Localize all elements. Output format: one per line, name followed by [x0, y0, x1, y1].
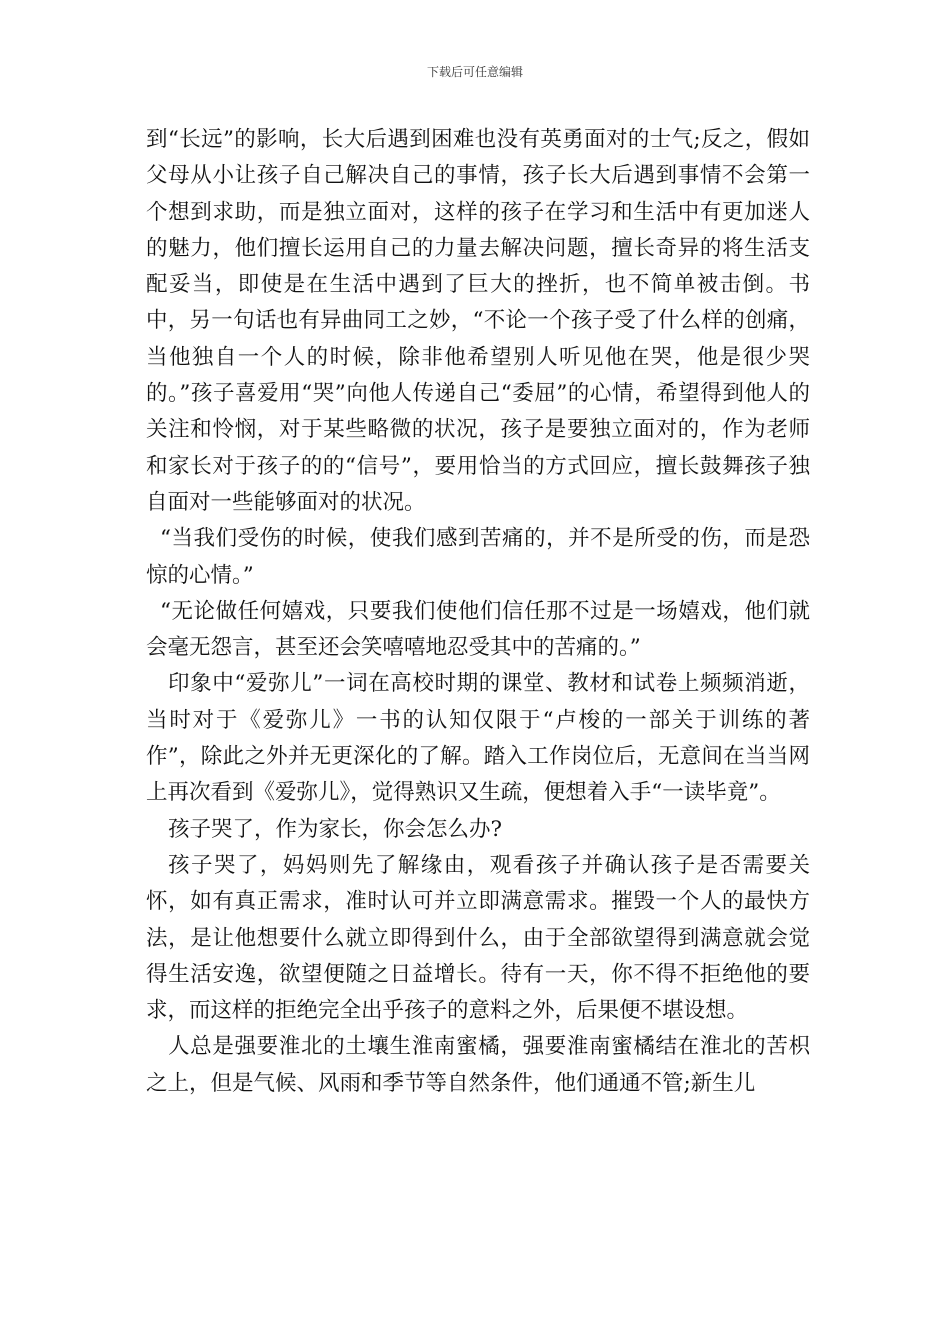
document-body	[146, 122, 810, 1102]
page-header: 下载后可任意编辑	[426, 65, 523, 79]
paragraph-2: “当我们受伤的时候，使我们感到苦痛的，并不是所受的伤，而是恐惊的心情。”	[146, 526, 810, 588]
paragraph-7: 人总是强要淮北的土壤生淮南蜜橘，强要淮南蜜橘结在淮北的苦枳之上，但是气候、风雨和季节等自然条件，他们通通不管;新生儿	[146, 1034, 810, 1096]
paragraph-3: “无论做任何嬉戏，只要我们使他们信任那不过是一场嬉戏，他们就会毫无怨言，甚至还会笑嘻嘻地忍受其中的苦痛的。”	[146, 598, 810, 661]
paragraph-5: 孩子哭了，作为家长，你会怎么办?	[168, 816, 503, 842]
paragraph-6: 孩子哭了，妈妈则先了解缘由，观看孩子并确认孩子是否需要关怀，如有真正需求，准时认可并立即满意需求。摧毁一个人的最快方法，是让他想要什么就立即得到什么，由于全部欲望得到满意就会觉得生活安逸，欲望便随之日益增长。待有一天，你不得不拒绝他的要求，而这样的拒绝完全出乎孩子的意料之外，后果便不堪设想。	[146, 852, 810, 1024]
paragraph-1: 到“长远”的影响，长大后遇到困难也没有英勇面对的士气;反之，假如父母从小让孩子自己解决自己的事情，孩子长大后遇到事情不会第一个想到求助，而是独立面对，这样的孩子在学习和生活中有更加迷人的魅力，他们擅长运用自己的力量去解决问题，擅长奇异的将生活支配妥当，即使是在生活中遇到了巨大的挫折，也不简单被击倒。书中，另一句话也有异曲同工之妙，“不论一个孩子受了什么样的创痛，当他独自一个人的时候，除非他希望别人听见他在哭，他是很少哭的。”孩子喜爱用“哭”向他人传递自己“委屈”的心情，希望得到他人的关注和怜悯，对于某些略微的状况，孩子是要独立面对的，作为老师和家长对于孩子的的“信号”，要用恰当的方式回应，擅长鼓舞孩子独自面对一些能够面对的状况。	[146, 127, 810, 515]
paragraph-4: 印象中“爱弥儿”一词在高校时期的课堂、教材和试卷上频频消逝，当时对于《爱弥儿》一书的认知仅限于“卢梭的一部关于训练的著作”，除此之外并无更深化的了解。踏入工作岗位后，无意间在当当网上再次看到《爱弥儿》，觉得熟识又生疏，便想着入手“一读毕竟”。	[146, 671, 810, 806]
